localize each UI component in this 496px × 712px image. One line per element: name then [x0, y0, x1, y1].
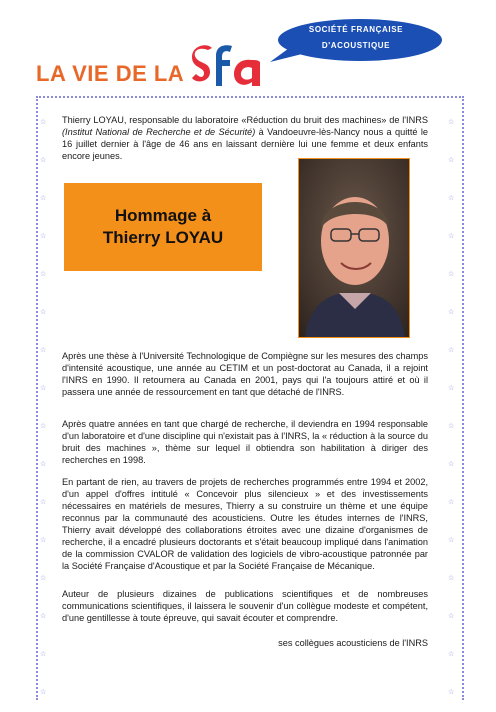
paragraph-3: En partant de rien, au travers de projets de recherches programmés entre 1994 et 2002, d'un appel d'offres intitulé « Concevoir plus silencieux » et des investissements nécessaires en matériels de mesures, Thierry a su construire un thème et une équipe reconnus par la communauté des acousticiens. Outre les études internes de l'INRS, Thierry avait développé des collaborations étroites avec une dizaine d'organismes de recherche, il a encadré plusieurs doctorants et s'était beaucoup impliqué dans l'animation de la commission CVALOR de validation des logiciels de vibro-acoustique patronnée par la Société Française d'Acoustique et par la Société Française de Mécanique.: [62, 477, 428, 571]
intro-part-a: Thierry LOYAU, responsable du laboratoire «Réduction du bruit des machines» de l'INRS: [62, 115, 428, 125]
paragraph-1: Après une thèse à l'Université Technologique de Compiègne sur les mesures des champs d'intensité acoustique, une année au CETIM et un post-doctorat au Canada, il a rejoint l'INRS en 1990. Il retournera au Canada en 2001, pays qui l'a toujours attiré et où il passera une année de ressourcement en tant que détaché de l'INRS.: [62, 351, 428, 397]
paragraph-4: Auteur de plusieurs dizaines de publications scientifiques et de nombreuses communications scientifiques, il laissera le souvenir d'un collègue modeste et compétent, d'une gentillesse à toute épreuve, qui savait écouter et comprendre.: [62, 589, 428, 623]
section-title: LA VIE DE LA: [36, 61, 185, 86]
star-column-right: ☆ ☆ ☆ ☆ ☆ ☆ ☆ ☆ ☆ ☆ ☆ ☆ ☆ ☆ ☆ ☆: [448, 119, 455, 696]
portrait-photo: [298, 158, 410, 338]
star-column-left: ☆ ☆ ☆ ☆ ☆ ☆ ☆ ☆ ☆ ☆ ☆ ☆ ☆ ☆ ☆ ☆: [40, 119, 47, 696]
bubble-text: [268, 22, 444, 54]
sfa-logo: [190, 40, 274, 88]
logo-f: [216, 45, 232, 86]
bubble-line-1: SOCIÉTÉ FRANÇAISE: [308, 25, 404, 34]
intro-part-b: (Institut National de Recherche et de Sécurité): [62, 127, 256, 137]
logo-s: [192, 45, 212, 81]
hommage-line-1: Hommage à: [114, 206, 212, 225]
hommage-line-2: Thierry LOYAU: [102, 228, 224, 247]
logo-a: [234, 60, 260, 86]
hommage-box: [64, 183, 262, 271]
intro-paragraph: [62, 114, 428, 162]
paragraph-2: Après quatre années en tant que chargé de recherche, il deviendra en 1994 responsable d'un laboratoire et d'une discipline qui n'existait pas à l'INRS, la « réduction à la source du bruit des machines », thème sur lequel il obtiendra son habilitation à diriger des recherches en 1998.: [62, 419, 428, 465]
signature: ses collègues acousticiens de l'INRS: [278, 638, 428, 648]
intro-part-c: à Vandoeuvre-lès-Nancy nous a quitté le 16 juillet dernier à l'âge de 46 ans en laissant dernière lui une femme et deux enfants encore jeunes.: [62, 127, 428, 161]
bubble-line-2: D'ACOUSTIQUE: [321, 41, 391, 50]
